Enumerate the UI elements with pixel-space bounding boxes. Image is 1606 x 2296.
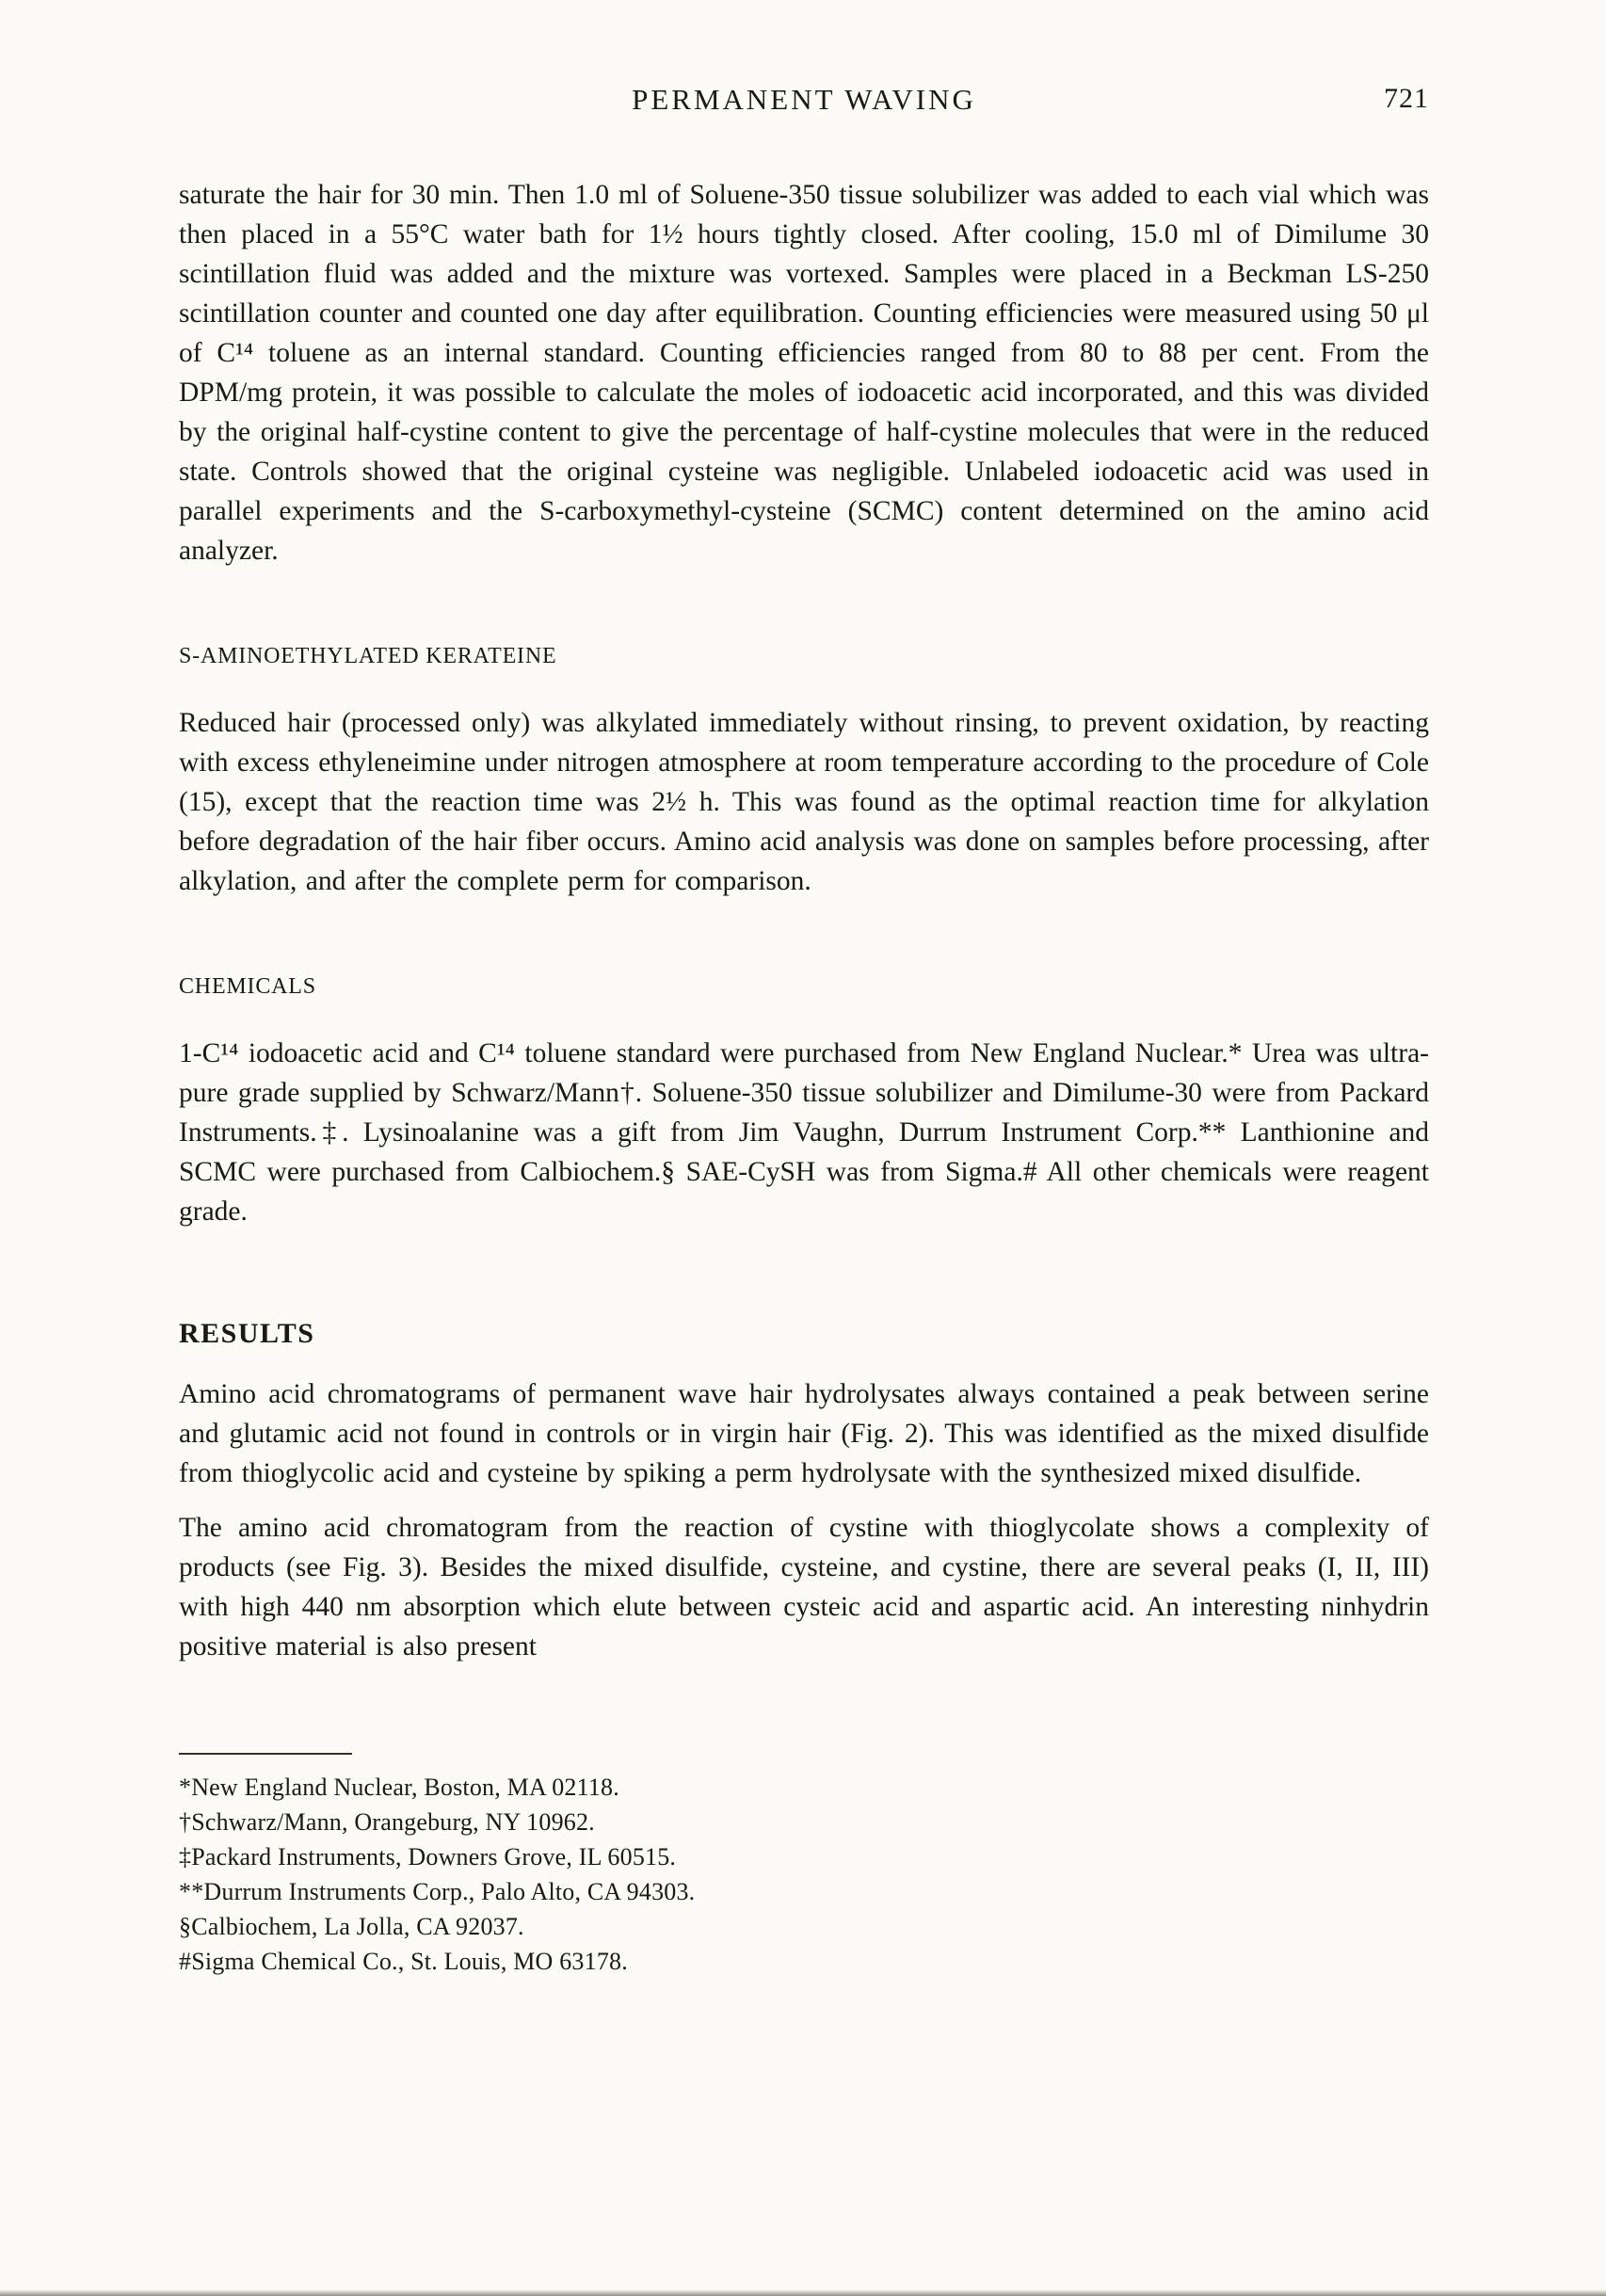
footnote-sigma-chemical: #Sigma Chemical Co., St. Louis, MO 63178. xyxy=(179,1948,628,1975)
paragraph-results-1: Amino acid chromatograms of permanent wave hair hydrolysates always contained a peak between serine and glutamic acid not found in controls or in virgin hair (Fig. 2). This was identified as the mixed disulfide from thioglycolic acid and cysteine by spiking a perm hydrolysate with the synthesized mixed disulfide. xyxy=(179,1379,1429,1488)
paragraph-s-aminoethylated-kerateine: Reduced hair (processed only) was alkylated immediately without rinsing, to prevent oxidation, by reacting with excess ethyleneimine under nitrogen atmosphere at room temperature according to the procedure of Cole (15), except that the reaction time was 2½ h. This was found as the optimal reaction time for alkylation before degradation of the hair fiber occurs. Amino acid analysis was done on samples before processing, after alkylation, and after the complete perm for comparison. xyxy=(179,708,1429,896)
footnote-separator-rule xyxy=(179,1753,352,1755)
page-header xyxy=(179,83,1429,120)
page-number: 721 xyxy=(1384,83,1429,114)
running-title: PERMANENT WAVING xyxy=(632,83,976,116)
page-body xyxy=(179,175,1429,1666)
footnote-schwarz-mann: †Schwarz/Mann, Orangeburg, NY 10962. xyxy=(179,1808,595,1836)
paragraph-chemicals: 1-C¹⁴ iodoacetic acid and C¹⁴ toluene standard were purchased from New England Nuclear.* Urea was ultra-pure grade supplied by Schwarz/Mann†. Soluene-350 tissue solubilizer and Dimilume-30 were from Packard Instruments.‡. Lysinoalanine was a gift from Jim Vaughn, Durrum Instrument Corp.** Lanthionine and SCMC were purchased from Calbiochem.§ SAE-CySH was from Sigma.# All other chemicals were reagent grade. xyxy=(179,1038,1429,1227)
section-heading-chemicals: CHEMICALS xyxy=(179,974,316,999)
section-heading-results: RESULTS xyxy=(179,1318,315,1349)
footnote-new-england-nuclear: *New England Nuclear, Boston, MA 02118. xyxy=(179,1774,619,1801)
paragraph-methods-continuation: saturate the hair for 30 min. Then 1.0 ml of Soluene-350 tissue solubilizer was added to each vial which was then placed in a 55°C water bath for 1½ hours tightly closed. After cooling, 15.0 ml of Dimilume 30 scintillation fluid was added and the mixture was vortexed. Samples were placed in a Beckman LS-250 scintillation counter and counted one day after equilibration. Counting efficiencies were measured using 50 μl of C¹⁴ toluene as an internal standard. Counting efficiencies ranged from 80 to 88 per cent. From the DPM/mg protein, it was possible to calculate the moles of iodoacetic acid incorporated, and this was divided by the original half-cystine content to give the percentage of half-cystine molecules that were in the reduced state. Controls showed that the original cysteine was negligible. Unlabeled iodoacetic acid was used in parallel experiments and the S-carboxymethyl-cysteine (SCMC) content determined on the amino acid analyzer. xyxy=(179,180,1429,566)
scan-bottom-edge-artifact xyxy=(0,2289,1606,2296)
section-heading-s-aminoethylated-kerateine: S-AMINOETHYLATED KERATEINE xyxy=(179,644,557,668)
footnote-durrum-instruments: **Durrum Instruments Corp., Palo Alto, CA 94303. xyxy=(179,1878,696,1905)
footnotes-section xyxy=(179,1753,1429,1979)
footnote-packard-instruments: ‡Packard Instruments, Downers Grove, IL 60515. xyxy=(179,1843,677,1871)
paragraph-results-2: The amino acid chromatogram from the reaction of cystine with thioglycolate shows a complexity of products (see Fig. 3). Besides the mixed disulfide, cysteine, and cystine, there are several peaks (I, II, III) with high 440 nm absorption which elute between cysteic acid and aspartic acid. An interesting ninhydrin positive material is also present xyxy=(179,1513,1429,1662)
footnote-calbiochem: §Calbiochem, La Jolla, CA 92037. xyxy=(179,1913,524,1940)
